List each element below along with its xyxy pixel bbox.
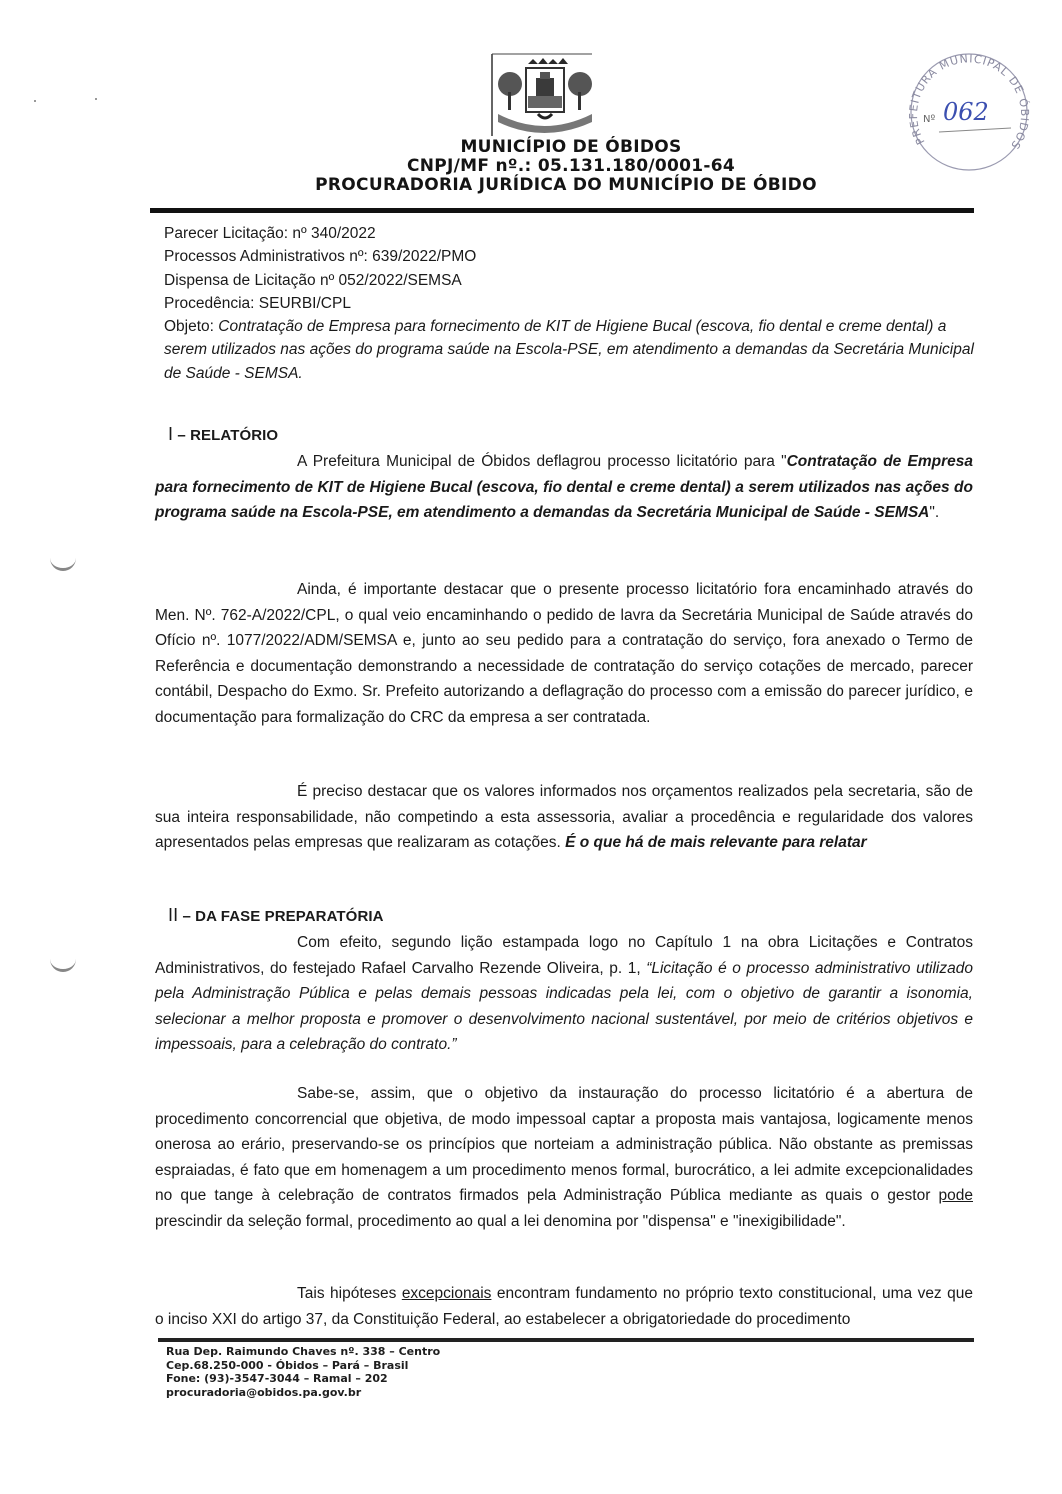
- municipal-crest-icon: [488, 52, 600, 136]
- objeto: [164, 315, 974, 385]
- paragraph-text: Sabe-se, assim, que o objetivo da instauração do processo licitatório é a abertura de procedimento concorrencial que objetiva, de modo impessoal captar a proposta mais vantajosa, logicamente menos onerosa ao erário, preservando-se os princípios que norteiam a administração pública. Não obstante as premissas espraiadas, é fato que em homenagem a um procedimento menos formal, burocrático, a lei admite excepcionalidades no que tange à celebração de contratos firmados pela Administração Pública mediante as quais o gestor: [155, 1085, 973, 1205]
- objeto-text: Contratação de Empresa para fornecimento de KIT de Higiene Bucal (escova, fio dental e creme dental) a serem utilizados nas ações do programa saúde na Escola-PSE, em atendimento a demandas da Secretária Municipal de Saúde - SEMSA.: [164, 318, 974, 382]
- footer-cep: Cep.68.250-000 - Óbidos – Pará – Brasil: [166, 1358, 409, 1372]
- stamp-number-value: 062: [943, 98, 989, 126]
- punch-hole-mark: [50, 955, 76, 972]
- section-title: – DA FASE PREPARATÓRIA: [178, 908, 384, 925]
- footer-contact: [166, 1345, 440, 1399]
- footer-phone: Fone: (93)-3547-3044 – Ramal – 202: [166, 1372, 388, 1385]
- section-heading-fase-preparatoria: [168, 905, 384, 926]
- section-roman-numeral: II: [168, 905, 179, 925]
- scan-speck: [34, 100, 36, 102]
- paragraph: [155, 930, 973, 1058]
- paragraph: [155, 449, 973, 526]
- office-name: PROCURADORIA JURÍDICA DO MUNICÍPIO DE ÓBIDO: [315, 175, 817, 195]
- municipality-name: MUNICÍPIO DE ÓBIDOS: [460, 137, 682, 157]
- header-divider: [150, 208, 974, 213]
- footer-email: procuradoria@obidos.pa.gov.br: [166, 1385, 362, 1399]
- punch-hole-mark: [50, 554, 76, 571]
- paragraph: [155, 1281, 973, 1332]
- paragraph: [155, 1081, 973, 1235]
- section-heading-relatorio: [168, 424, 278, 445]
- paragraph-underlined: excepcionais: [401, 1285, 492, 1302]
- paragraph-text: É preciso destacar que os valores informados nos orçamentos realizados pela secretaria, são de sua inteira responsabilidade, não competindo a esta assessoria, avaliar a procedência e regularidade dos valores apresentados pelas empresas que realizaram as cotações.: [155, 783, 973, 852]
- dispensa-number: Dispensa de Licitação nº 052/2022/SEMSA: [164, 271, 462, 289]
- objeto-label: Objeto:: [164, 318, 219, 336]
- paragraph-text: Com efeito, segundo lição estampada logo no Capítulo 1 na obra Licitações e Contratos Administrativos, do festejado Rafael Carvalho Rezende Oliveira, p. 1,: [155, 934, 973, 977]
- section-title: – RELATÓRIO: [173, 427, 279, 444]
- cnpj-number: CNPJ/MF nº.: 05.131.180/0001-64: [406, 156, 736, 176]
- paragraph-text: encontram fundamento no próprio texto constitucional, uma vez que o inciso XXI do artigo 37, da Constituição Federal, ao estabelecer a obrigatoriedade do procedimento: [155, 1285, 973, 1328]
- administrative-process: Processos Administrativos nº: 639/2022/PMO: [164, 248, 477, 266]
- document-metadata: [164, 222, 974, 385]
- stamp-ring-text: PREFEITURA MUNICIPAL DE ÓBIDOS: [907, 52, 1032, 152]
- section-roman-numeral: I: [168, 424, 174, 444]
- paragraph-quote: “Licitação é o processo administrativo utilizado pela Administração Pública e pelas demais pessoas indicadas pela lei, com o objetivo de garantir a isonomia, selecionar a melhor proposta e promover o desenvolvimento nacional sustentável, por meio de critérios objetivos e impessoais, para a celebração do contrato.”: [155, 959, 973, 1054]
- paragraph-underlined: pode: [938, 1187, 973, 1205]
- paragraph: [155, 577, 973, 731]
- document-header: [150, 138, 992, 195]
- paragraph-emphasis: Contratação de Empresa para fornecimento de KIT de Higiene Bucal (escova, fio dental e creme dental) a serem utilizados nas ações do programa saúde na Escola-PSE, em atendimento a demandas da Secretária Municipal de Saúde - SEMSA: [155, 453, 973, 522]
- paragraph-emphasis: É o que há de mais relevante para relatar: [565, 834, 867, 852]
- procedencia: Procedência: SEURBI/CPL: [164, 294, 351, 312]
- parecer-number: Parecer Licitação: nº 340/2022: [164, 225, 376, 242]
- paragraph-text: Ainda, é importante destacar que o presente processo licitatório fora encaminhado através do Men. Nº. 762-A/2022/CPL, o qual veio encaminhando o pedido de lavra da Secretária Municipal de Saúde através do Ofício nº. 1077/2022/ADM/SEMSA e, junto ao seu pedido para a contratação do serviço, fora anexado o Termo de Referência e documentação demonstrando a necessidade de contratação do serviço cotações de mercado, parecer contábil, Despacho do Exmo. Sr. Prefeito autorizando a deflagração do processo com a emissão do parecer jurídico, e documentação para formalização do CRC da empresa a ser contratada.: [155, 581, 973, 726]
- footer-address: Rua Dep. Raimundo Chaves nº. 338 – Centro: [166, 1345, 441, 1358]
- scan-speck: [95, 98, 97, 100]
- paragraph-text: A Prefeitura Municipal de Óbidos deflagrou processo licitatório para ": [297, 453, 787, 470]
- paragraph: [155, 779, 973, 856]
- stamp-number-label: Nº: [923, 114, 936, 125]
- footer-divider: [158, 1338, 974, 1342]
- paragraph-text: ".: [929, 504, 940, 522]
- paragraph-text: prescindir da seleção formal, procedimento ao qual a lei denomina por "dispensa" e "inexigibilidade".: [155, 1212, 846, 1230]
- paragraph-text: Tais hipóteses: [297, 1285, 402, 1302]
